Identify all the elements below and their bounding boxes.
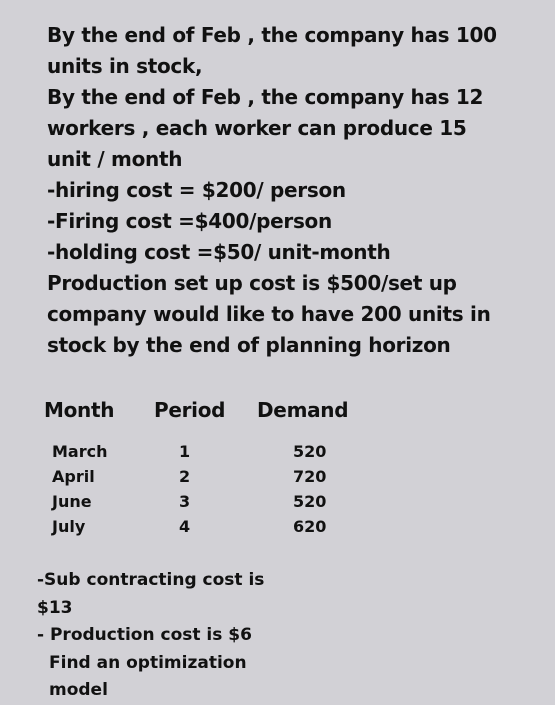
hiring-cost-line: -hiring cost = $200/ person [47, 178, 346, 202]
task-line: Find an optimization [49, 652, 247, 673]
month-cell: April [52, 467, 95, 486]
period-cell: 1 [179, 442, 191, 461]
header-period: Period [154, 398, 226, 422]
month-cell: March [52, 442, 108, 461]
demand-cell: 620 [293, 517, 327, 536]
problem-statement [47, 20, 547, 361]
problem-line: stock by the end of planning horizon [47, 333, 451, 357]
demand-cell: 520 [293, 442, 327, 461]
holding-cost-line: -holding cost =$50/ unit-month [47, 240, 391, 264]
problem-line: company would like to have 200 units in [47, 302, 491, 326]
header-demand: Demand [257, 398, 349, 422]
problem-line: units in stock, [47, 54, 203, 78]
period-cell: 2 [179, 467, 191, 486]
production-cost-line: - Production cost is $6 [37, 625, 252, 645]
period-cell: 3 [179, 492, 191, 511]
task-line: model [49, 680, 108, 700]
subcontracting-cost-value: $13 [37, 597, 73, 618]
month-cell: July [52, 517, 86, 536]
notes [37, 567, 337, 705]
header-month: Month [44, 398, 115, 422]
month-cell: June [52, 492, 92, 511]
firing-cost-line: -Firing cost =$400/person [47, 209, 332, 233]
demand-cell: 520 [293, 492, 327, 511]
problem-line: By the end of Feb , the company has 12 [47, 85, 484, 109]
demand-cell: 720 [293, 467, 327, 486]
period-cell: 4 [179, 517, 191, 536]
problem-line: workers , each worker can produce 15 [47, 116, 467, 140]
subcontracting-cost-line: -Sub contracting cost is [37, 570, 265, 590]
problem-line: unit / month [47, 147, 183, 171]
setup-cost-line: Production set up cost is $500/set up [47, 271, 457, 295]
problem-line: By the end of Feb , the company has 100 [47, 23, 497, 47]
